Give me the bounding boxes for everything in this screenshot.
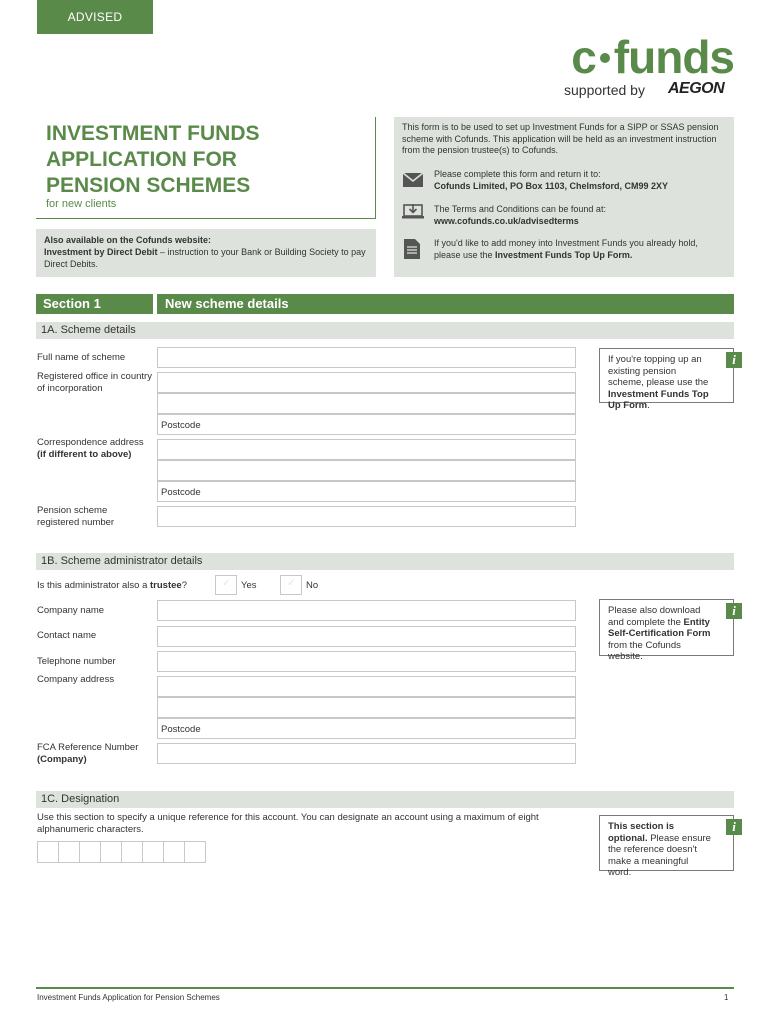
company-address-field-2[interactable] xyxy=(157,697,576,718)
website-box-text: Investment by Direct Debit – instruction to your Bank or Building Society to pay Direct Debits. xyxy=(44,247,366,269)
page-number: 1 xyxy=(724,993,729,1002)
section-number: Section 1 xyxy=(36,294,153,314)
company-postcode-field[interactable] xyxy=(157,718,576,739)
company-address-field-1[interactable] xyxy=(157,676,576,697)
fca-reference-label: FCA Reference Number (Company) xyxy=(37,742,139,765)
postcode-label: Postcode xyxy=(161,487,201,498)
contact-name-field[interactable] xyxy=(157,626,576,647)
section-1a-heading: 1A. Scheme details xyxy=(36,322,734,339)
page-title xyxy=(46,121,260,199)
section-title: New scheme details xyxy=(157,294,734,314)
footer-rule xyxy=(36,987,734,989)
intro-text: This form is to be used to set up Investment Funds for a SIPP or SSAS pension scheme with Cofunds. This application will be held as an investment instruction from the pension trustee(s) to Cofunds. xyxy=(402,122,719,155)
company-name-label: Company name xyxy=(37,605,105,616)
cofunds-wordmark: c funds xyxy=(571,31,734,83)
full-name-label: Full name of scheme xyxy=(37,352,126,363)
designation-char-8[interactable] xyxy=(184,841,206,863)
designation-info-box: This section is optional. Please ensure the reference doesn't make a meaningful word. xyxy=(599,815,734,871)
cofunds-logo xyxy=(560,31,740,100)
section-1b-heading: 1B. Scheme administrator details xyxy=(36,553,734,570)
correspondence-address-field-2[interactable] xyxy=(157,460,576,481)
designation-char-2[interactable] xyxy=(58,841,80,863)
designation-boxes xyxy=(37,841,214,863)
correspondence-postcode-field[interactable] xyxy=(157,481,576,502)
return-instructions: Please complete this form and return it to: Cofunds Limited, PO Box 1103, Chelmsford, CM99 2XY xyxy=(434,169,669,191)
title-line-2: APPLICATION FOR xyxy=(46,148,237,171)
registered-office-field-2[interactable] xyxy=(157,393,576,414)
trustee-no-checkbox[interactable] xyxy=(280,575,302,595)
topup-info-box: If you're topping up an existing pension scheme, please use the Investment Funds Top Up Form. xyxy=(599,348,734,403)
company-address-label: Company address xyxy=(37,674,115,685)
designation-instructions: Use this section to specify a unique reference for this account. You can designate an account using a maximum of eight alphanumeric characters. xyxy=(37,812,539,835)
entity-certification-info-box: Please also download and complete the Entity Self-Certification Form from the Cofunds website. xyxy=(599,599,734,656)
registered-office-label: Registered office in country of incorporation xyxy=(37,371,152,394)
company-name-field[interactable] xyxy=(157,600,576,621)
full-name-field[interactable] xyxy=(157,347,576,368)
registered-office-field-1[interactable] xyxy=(157,372,576,393)
designation-char-3[interactable] xyxy=(79,841,101,863)
website-box-heading: Also available on the Cofunds website: xyxy=(44,235,212,245)
yes-label: Yes xyxy=(241,580,257,591)
postcode-label: Postcode xyxy=(161,724,201,735)
download-laptop-icon xyxy=(401,202,425,220)
info-icon: i xyxy=(726,603,742,619)
designation-char-7[interactable] xyxy=(163,841,185,863)
section-1c-heading: 1C. Designation xyxy=(36,791,734,808)
designation-char-4[interactable] xyxy=(100,841,122,863)
trustee-yes-checkbox[interactable] xyxy=(215,575,237,595)
aegon-logo: AEGON xyxy=(668,80,725,97)
telephone-label: Telephone number xyxy=(37,656,116,667)
title-line-3: PENSION SCHEMES xyxy=(46,174,251,197)
designation-char-6[interactable] xyxy=(142,841,164,863)
postcode-label: Postcode xyxy=(161,420,201,431)
page-subtitle: for new clients xyxy=(46,198,117,210)
contact-name-label: Contact name xyxy=(37,630,97,641)
fca-reference-field[interactable] xyxy=(157,743,576,764)
registered-number-field[interactable] xyxy=(157,506,576,527)
designation-char-1[interactable] xyxy=(37,841,59,863)
title-line-1: INVESTMENT FUNDS xyxy=(46,122,260,145)
supported-by-text: supported by xyxy=(564,82,645,98)
terms-info: The Terms and Conditions can be found at: www.cofunds.co.uk/advisedterms xyxy=(434,204,606,226)
topup-info: If you'd like to add money into Investment Funds you already hold, please use the Investment Funds Top Up Form. xyxy=(434,238,698,260)
correspondence-address-field-1[interactable] xyxy=(157,439,576,460)
envelope-icon xyxy=(402,170,424,188)
info-icon: i xyxy=(726,819,742,835)
registered-office-postcode-field[interactable] xyxy=(157,414,576,435)
advised-badge: ADVISED xyxy=(37,0,153,34)
info-icon: i xyxy=(726,352,742,368)
website-box xyxy=(36,229,376,277)
telephone-field[interactable] xyxy=(157,651,576,672)
trustee-question: Is this administrator also a trustee? xyxy=(37,580,187,591)
no-label: No xyxy=(306,580,319,591)
registered-number-label: Pension scheme registered number xyxy=(37,505,115,528)
document-icon xyxy=(403,238,421,260)
footer-title: Investment Funds Application for Pension Schemes xyxy=(37,993,220,1002)
designation-char-5[interactable] xyxy=(121,841,143,863)
correspondence-address-label: Correspondence address (if different to above) xyxy=(37,437,144,460)
